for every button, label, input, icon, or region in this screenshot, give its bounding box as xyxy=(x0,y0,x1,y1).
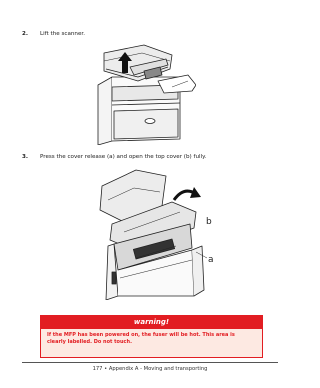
warning-title: warning! xyxy=(41,316,262,329)
page-footer: 177 • Appendix A - Moving and transporting xyxy=(92,366,208,372)
footer-divider xyxy=(22,362,278,363)
lift-scanner-illustration xyxy=(84,41,196,145)
warning-text xyxy=(41,329,262,346)
step-number: 3. xyxy=(22,154,29,160)
warning-line-2: clearly labelled. Do not touch. xyxy=(47,339,132,345)
step-text: Lift the scanner. xyxy=(40,31,85,37)
warning-line-1: If the MFP has been powered on, the fuser will be hot. This area is xyxy=(47,332,235,338)
step-text: Press the cover release (a) and open the top cover (b) fully. xyxy=(40,154,207,160)
step-2 xyxy=(22,31,85,37)
callout-a: a xyxy=(208,255,214,265)
open-top-cover-illustration xyxy=(84,166,230,300)
warning-box xyxy=(40,315,263,358)
callout-b: b xyxy=(206,217,212,227)
step-3 xyxy=(22,154,206,160)
curved-arrow-icon xyxy=(174,187,201,200)
step-number: 2. xyxy=(22,31,29,37)
